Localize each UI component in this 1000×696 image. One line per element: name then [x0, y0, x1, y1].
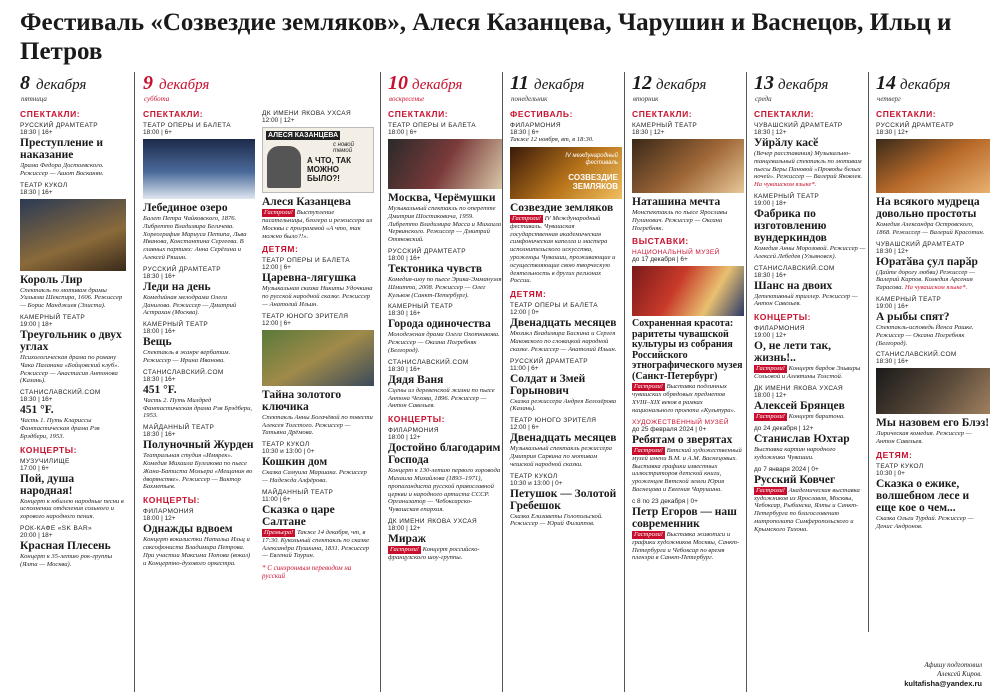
- section-heading: ДЕТЯМ:: [262, 244, 299, 255]
- event-title: Сказка о царе Салтане: [262, 503, 335, 528]
- day-weekday: вторник: [633, 95, 659, 103]
- credit-author: Алексей Киров.: [937, 670, 982, 678]
- section-heading: СПЕКТАКЛИ:: [876, 109, 937, 119]
- event-title: Мы назовем его Блэз!: [876, 417, 990, 430]
- event-description: Часть 2. Путь Милдред Фантастическая драма Рэя Брэдбери, 1953.: [143, 396, 253, 420]
- event-title: Города одиночества: [388, 318, 491, 331]
- section-heading: СПЕКТАКЛИ:: [632, 109, 693, 119]
- event-description: Комедия Александра Островского, 1868. Режиссер — Валерий Красотин.: [876, 221, 985, 236]
- event-description: Спектакль по мотивам драмы Уильяма Шекспира, 1606. Режиссер — Борис Манджиев (Элиста).: [20, 286, 123, 310]
- event-venue: МАЙДАННЫЙ ТЕАТР: [143, 424, 215, 432]
- day-month: декабря: [900, 77, 951, 93]
- event: [388, 427, 502, 514]
- poster-title: АЛЕСЯ КАЗАНЦЕВА: [268, 132, 339, 139]
- event-title: Двенадцать месяцев: [510, 432, 617, 445]
- event-time: 18:00 | 6+: [143, 129, 172, 136]
- event-title: Москва, Черёмушки: [388, 192, 496, 204]
- event-description: Концерт бардов Эльвиры Сольовой и Алевтины Толстой.: [754, 365, 861, 381]
- event: [388, 518, 502, 562]
- event: [262, 441, 374, 485]
- event-venue: РУССКИЙ ДРАМТЕАТР: [20, 122, 98, 129]
- swan-lake-photo: [143, 139, 255, 199]
- event-description: Концерт баритона.: [788, 412, 845, 420]
- event-time: 18:30 | 16+: [143, 431, 176, 439]
- event-title: Солдат и Змей Горынович: [510, 372, 586, 397]
- event-time: 11:00 | 6+: [510, 364, 539, 372]
- event-title: Наташина мечта: [632, 196, 721, 208]
- tour-tag: Гастроли!: [512, 214, 541, 222]
- event-title: Тайна золотого ключика: [262, 388, 342, 413]
- event-venue: МУЗУЧИЛИЩЕ: [20, 457, 70, 465]
- event-title: Треугольник о двух углах: [20, 328, 122, 353]
- section-heading: ДЕТЯМ:: [510, 289, 547, 300]
- event-venue: КАМЕРНЫЙ ТЕАТР: [754, 192, 820, 200]
- event-time: 18:00 | 12+: [754, 391, 787, 399]
- event-venue: КАМЕРНЫЙ ТЕАТР: [876, 295, 942, 303]
- day-column-9b: [262, 72, 374, 692]
- event-time: 18:30 | 6+: [510, 129, 539, 136]
- event: [143, 424, 255, 491]
- event-description: Монспектакль по пьесе Ярославы Пулинович. Режиссер — Оксана Погребняк.: [632, 209, 728, 232]
- event-time: до 24 декабря | 12+: [754, 424, 814, 432]
- event-title: Полуночный Журден: [143, 439, 254, 452]
- event-title: Русский Ковчег: [754, 473, 836, 486]
- event-description: Музыкальный спектакль по оперетте Дмитрия Шостаковича, 1959. Либретто Владимира Масса и Михаила Червинского. Режиссер — Дмитрий Отяковский.: [388, 205, 502, 244]
- day-weekday: пятница: [21, 95, 47, 103]
- event: [20, 389, 126, 440]
- translation-note: * С синхронным переводом на русский: [262, 564, 352, 581]
- event-title: Алеся Казанцева: [262, 196, 351, 208]
- event-title: Уйрӑлу касӗ: [754, 137, 819, 149]
- event-title: Пой, душа народная!: [20, 472, 75, 497]
- event-venue: ТЕАТР ОПЕРЫ И БАЛЕТА: [510, 302, 598, 310]
- event: [510, 417, 622, 468]
- event-time: 18:30 | 12+: [632, 129, 665, 136]
- event: [388, 359, 502, 410]
- day-column-14: [868, 72, 990, 632]
- event-description: Концерт вокалистки Натальи Ильц и саксофониста Владимира Петрова. При участии Максима Попова (вокал) и Концертно-духового оркестра.: [143, 536, 251, 567]
- tour-tag: Гастроли!: [634, 383, 663, 391]
- event-venue: РУССКИЙ ДРАМТЕАТР: [388, 247, 466, 255]
- event-venue: РУССКИЙ ДРАМТЕАТР: [876, 122, 954, 129]
- tour-tag: Гастроли!: [634, 530, 663, 538]
- event-venue: РОК-КАФЕ «SK BAR»: [20, 524, 93, 532]
- event-description: Сцены из деревенской жизни по пьесе Антона Чехова, 1896. Режиссер — Антон Савельев.: [388, 386, 495, 410]
- event: [143, 321, 255, 365]
- event-time: 18:30 | 12+: [754, 129, 787, 136]
- event-time: 18:30 | 16+: [754, 271, 787, 279]
- day-number: 9: [143, 72, 153, 94]
- event-description: Концерт к юбилею народные песни в исполнении отделения сольного и хорового народного пения.: [20, 497, 124, 521]
- page-title: Фестиваль «Созвездие земляков», Алеся Казанцева, Чарушин и Васнецов, Ильц и Петров: [20, 9, 952, 65]
- event-title: Ребятам о зверятах: [632, 433, 733, 446]
- event-time: 11:00 | 6+: [262, 495, 291, 503]
- event: [754, 466, 866, 534]
- poster-line: фестиваль: [585, 159, 618, 166]
- event: [876, 296, 990, 347]
- day-number: 8: [20, 72, 30, 94]
- day-column-11: [502, 72, 622, 692]
- event-description: Музыкальная сказка Никиты Удочкина по русской народной сказке. Режиссер — Анатолий Ильин.: [262, 285, 373, 308]
- day-column-12: [624, 72, 744, 692]
- section-heading: КОНЦЕРТЫ:: [143, 495, 201, 506]
- day-weekday: среда: [755, 95, 772, 103]
- event-title: А рыбы спят?: [876, 310, 950, 323]
- day-number: 12: [632, 72, 652, 94]
- event-time: 12:00 | 6+: [262, 264, 291, 272]
- credits: [904, 661, 982, 688]
- festival-poster: [510, 147, 622, 199]
- section-heading: ФЕСТИВАЛЬ:: [510, 109, 574, 119]
- event-venue: СТАНИСЛАВСКИЙ.COM: [876, 351, 957, 359]
- section-heading: ВЫСТАВКИ:: [632, 236, 689, 247]
- event: [754, 425, 866, 462]
- event-description: Концерт к 130-летию первого хоровода Михаила Михайлова (1893–1971), пропагандиста русской православной церкви и народного артиста СССР. Организатор — Чебоксарско-Чувашская епархия.: [388, 467, 501, 514]
- event-time: 18:30 | 16+: [143, 375, 176, 383]
- section-heading: КОНЦЕРТЫ:: [388, 414, 446, 425]
- event-time: 19:00 | 12+: [754, 332, 787, 340]
- event-time: 12:00 | 0+: [510, 309, 539, 317]
- event: [876, 122, 990, 237]
- event-time: 18:30 | 16+: [20, 129, 53, 136]
- day-column-13: [746, 72, 866, 692]
- event: [262, 313, 374, 437]
- event-description: (Дайте дорогу любви) Режиссер — Валерий Карпов. Комедия Арсения Тарасова.: [876, 268, 975, 292]
- event-venue: СТАНИСЛАВСКИЙ.COM: [143, 368, 224, 376]
- event-description: Мюзикл Владимира Баскина и Сергея Маковского по словацкой народной сказке. Режиссер — Анатолий Ильин.: [510, 330, 617, 353]
- event-time: до 17 декабря | 6+: [632, 256, 688, 264]
- language-note: На чувашском языке*.: [904, 284, 968, 292]
- language-note: На чувашском языке*.: [754, 181, 817, 189]
- event: [632, 419, 744, 494]
- event-title: Вещь: [143, 336, 172, 349]
- event-venue: ДК ИМЕНИ ЯКОВА УХСАЯ: [388, 517, 478, 525]
- event-venue: КАМЕРНЫЙ ТЕАТР: [143, 321, 209, 329]
- event-venue: КАМЕРНЫЙ ТЕАТР: [20, 313, 86, 321]
- event-description: Сказка Ольги Турдай. Режиссер — Денис Андронов.: [876, 514, 974, 530]
- section-heading: ДЕТЯМ:: [876, 449, 913, 460]
- event: [876, 351, 990, 446]
- event-title: Фабрика по изготовлению вундеркиндов: [754, 207, 827, 244]
- event-title: Сказка о ежике, волшебном лесе и еще кое о чем...: [876, 477, 970, 514]
- event: [20, 525, 126, 569]
- event-title: Дядя Ваня: [388, 373, 444, 386]
- event-description: Психологическая драма по роману Чака Паланика «Бойцовский клуб». Режиссер — Анастасия Антонова (Казань).: [20, 353, 120, 385]
- event-venue: НАЦИОНАЛЬНЫЙ МУЗЕЙ: [632, 249, 720, 257]
- event-description: Комедия-шоу по пьесе Эрика-Эммануэля Шмитта, 2008. Режиссер — Олег Кульков (Санкт-Петербург).: [388, 275, 502, 299]
- museum-textile-photo: [632, 266, 744, 316]
- day-weekday: суббота: [144, 95, 170, 103]
- poster-subtitle: с новой темой: [333, 142, 354, 154]
- natasha-dream-photo: [632, 139, 744, 193]
- event-venue: РУССКИЙ ДРАМТЕАТР: [143, 265, 221, 273]
- poster-title: СОЗВЕЗДИЕ ЗЕМЛЯКОВ: [568, 172, 618, 191]
- event-time: 18:30 | 16+: [20, 396, 53, 404]
- event: [510, 122, 622, 285]
- event-title: Станислав Юхтар: [754, 432, 850, 445]
- event-venue: ФИЛАРМОНИЯ: [510, 122, 562, 129]
- event-description: Комедия Анны Морозовой. Режиссер — Алексей Лебедев (Ульяновск).: [754, 244, 866, 260]
- event-title: Петр Егоров — наш современник: [632, 505, 737, 530]
- event-description: Спектакль в жанре вербатим. Режиссер — Ирина Иванова.: [143, 349, 231, 364]
- event-description: Выставка живописи и графики художников Москвы, Санкт-Петербурга и Чебоксар по время пленэра в Санкт-Петербург.: [632, 530, 740, 562]
- event-venue: ТЕАТР КУКОЛ: [262, 441, 310, 449]
- event-venue: ХУДОЖЕСТВЕННЫЙ МУЗЕЙ: [632, 418, 729, 426]
- tour-tag: Гастроли!: [390, 545, 419, 553]
- blaise-photo: [876, 368, 990, 414]
- event-time: 19:00 | 18+: [20, 320, 53, 328]
- event-title: Леди на день: [143, 280, 211, 293]
- event-description: Академическая выставка художников из Ярославля, Москвы, Чебоксар, Рыбинска, Ялты и Санкт-Петербурга по благословению митрополита Симферопольского и Крымского Тихона.: [754, 486, 860, 533]
- event-time: 19:00 | 18+: [754, 199, 787, 207]
- event-title: На всякого мудреца довольно простоты: [876, 196, 980, 220]
- event-venue: ЧУВАШСКИЙ ДРАМТЕАТР: [876, 240, 965, 248]
- event-description: Концерт российско-французского шоу-группы.: [388, 545, 480, 561]
- day-column-10: [380, 72, 502, 692]
- event-description: Лирическая комедия. Режиссер — Антон Савельев.: [876, 430, 972, 446]
- day-month: декабря: [412, 77, 463, 93]
- event: [143, 508, 255, 567]
- event-venue: ДК ИМЕНИ ЯКОВА УХСАЯ: [754, 384, 844, 392]
- event-time: 18:30 | 12+: [876, 247, 909, 255]
- event-description: Комедийная мелодрама Олега Данилова. Режиссер — Дмитрий Астрахан (Москва).: [143, 293, 237, 317]
- kazantseva-poster: [262, 127, 374, 193]
- event: [20, 122, 126, 178]
- event: [876, 463, 990, 531]
- section-heading: СПЕКТАКЛИ:: [20, 109, 81, 119]
- event-description: Балет Петра Чайковского, 1876. Либретто Владимира Бегичева. Хореография Мариуса Петипа, Льва Иванова, Константина Сергеева. В главных партиях: Анна Серёгина и Алексей Ряшин.: [143, 215, 247, 261]
- event-time: 18:30 | 16+: [20, 188, 53, 196]
- event-time: 19:00 | 16+: [876, 302, 909, 310]
- event-description: Выставка подлинных чувашских обрядовых предметов XVIII–XIX веков в рамках национального проекта «Культура».: [632, 383, 736, 414]
- event-description: Выставка картин народного художника Чувашии.: [754, 445, 836, 461]
- event-description: Спектакль-исповедь Йенса Рашке. Режиссер — Оксана Погребняк (Белгород).: [876, 323, 974, 347]
- event-venue: СТАНИСЛАВСКИЙ.COM: [20, 389, 101, 397]
- event: [262, 489, 374, 560]
- event-venue: ФИЛАРМОНИЯ: [754, 325, 806, 333]
- cheryomushki-photo: [388, 139, 502, 189]
- event-description: Молодежная драма Олега Охотникова. Режиссер — Оксана Погребняк (Белгород).: [388, 331, 500, 354]
- event-title: Красная Плесень: [20, 539, 111, 552]
- event: [262, 257, 374, 308]
- event-description: Сказка Самуила Маршака. Режиссер — Надежда Алфёрова.: [262, 469, 367, 484]
- event: [388, 303, 502, 354]
- event-description: Драма Федора Достоевского. Режиссер — Ашот Восканян.: [20, 162, 104, 177]
- event-description: Детективный триллер. Режиссер — Антон Савельев.: [754, 292, 858, 308]
- event-time: 18:00 | 12+: [143, 515, 176, 523]
- event-venue: ТЕАТР ОПЕРЫ И БАЛЕТА: [143, 122, 231, 129]
- event: [754, 325, 866, 381]
- event-venue: ДК ИМЕНИ ЯКОВА УХСАЯ: [262, 110, 352, 117]
- event-title: Лебединое озеро: [143, 202, 228, 214]
- tour-tag: Гастроли!: [634, 446, 663, 454]
- event: [143, 266, 255, 317]
- event-title: Мираж: [388, 532, 426, 545]
- credit-email: kultafisha@yandex.ru: [904, 679, 982, 688]
- day-weekday: четверг: [877, 95, 901, 103]
- event-description: Музыкальный спектакль режиссера Дмитрия Сарвина по мотивам чешской народной сказки.: [510, 445, 612, 468]
- event-venue: МАЙДАННЫЙ ТЕАТР: [262, 488, 334, 496]
- tour-tag: Гастроли!: [756, 365, 785, 373]
- event-note: Также 12 ноября, вт, в 18:30.: [510, 136, 594, 143]
- event-title: Однажды вдвоем: [143, 523, 233, 536]
- event-description: Часть 1. Путь Клариссы Фантастическая драма Рэя Брэдбери, 1953.: [20, 417, 100, 440]
- event-time: 10:30 и 13:00 | 0+: [262, 448, 315, 456]
- day-weekday: понедельник: [511, 95, 548, 103]
- event-title: 451 °F.: [20, 404, 54, 417]
- event: [143, 122, 255, 262]
- event-title: Царевна-лягушка: [262, 272, 357, 285]
- event-venue: ЧУВАШСКИЙ ДРАМТЕАТР: [754, 122, 843, 129]
- event-description: Спектакль Анны Богачёвой по повести Алексея Толстого. Режиссер — Татьяна Дрёмова.: [262, 413, 373, 437]
- section-heading: СПЕКТАКЛИ:: [143, 109, 204, 119]
- event: [262, 110, 374, 240]
- event: [20, 458, 126, 521]
- event-title: Шанс на двоих: [754, 279, 833, 292]
- event: [510, 358, 622, 414]
- event-time: с 8 по 23 декабря | 0+: [632, 497, 698, 505]
- event-time: 18:30 | 16+: [388, 365, 421, 373]
- event-title: Преступление и наказание: [20, 137, 103, 161]
- king-lear-photo: [20, 199, 126, 271]
- event: [876, 241, 990, 292]
- section-heading: КОНЦЕРТЫ:: [754, 312, 812, 323]
- poster-line: IV международный: [565, 152, 618, 159]
- section-heading: СПЕКТАКЛИ:: [388, 109, 449, 119]
- section-heading: КОНЦЕРТЫ:: [20, 444, 78, 455]
- event-title: О, не лети так, жизнь!..: [754, 340, 832, 365]
- event-time: 12:00 | 6+: [510, 424, 539, 432]
- portrait-shape: [267, 146, 301, 188]
- event-description: Также 14 декабря, чт, в 17:30. Кукольный спектакль по сказке Александра Пушкина, 1831. Режиссер — Евгений Таурин.: [262, 528, 370, 560]
- event-venue: КАМЕРНЫЙ ТЕАТР: [388, 303, 454, 311]
- event-venue: ТЕАТР КУКОЛ: [20, 181, 68, 189]
- event-description: Театральная студия «Имярек». Комедия Михаила Булгакова по пьесе Жана-Батиста Мольера «Мещанин во дворянстве». Режиссер — Виктор Бахметьев.: [143, 452, 253, 491]
- event: [632, 498, 744, 562]
- day-column-8: [20, 72, 126, 692]
- day-month: декабря: [656, 77, 707, 93]
- event-venue: РУССКИЙ ДРАМТЕАТР: [510, 357, 588, 365]
- event-title: Кошкин дом: [262, 456, 328, 469]
- event: [20, 182, 126, 310]
- event-venue: КАМЕРНЫЙ ТЕАТР: [632, 122, 698, 129]
- event: [632, 249, 744, 414]
- event-venue: ТЕАТР ОПЕРЫ И БАЛЕТА: [388, 122, 476, 129]
- event-time: 10:30 | 0+: [876, 469, 905, 477]
- event-time: 12:00 | 12+: [262, 117, 295, 124]
- event-title: Созвездие земляков: [510, 201, 614, 214]
- event-venue: ТЕАТР ЮНОГО ЗРИТЕЛЯ: [510, 417, 597, 425]
- event-description: Сказка Елизаветы Голопольской. Режиссер — Юрий Филиппов.: [510, 512, 603, 528]
- event-venue: ТЕАТР КУКОЛ: [510, 472, 558, 480]
- premiere-tag: Премьера!: [264, 528, 294, 536]
- event: [143, 369, 255, 420]
- tour-tag: Гастроли!: [756, 486, 785, 494]
- event-time: 17:00 | 6+: [20, 464, 49, 472]
- event-time: до 25 февраля 2024 | 0+: [632, 425, 707, 433]
- event-title: Сохраненная красота: раритеты чувашской культуры из собрания Российского этнографического музея (Санкт-Петербург): [632, 318, 743, 382]
- event-time: 18:00 | 16+: [388, 254, 421, 262]
- event-time: 18:30 | 16+: [876, 358, 909, 366]
- event: [510, 302, 622, 353]
- event-description: (Вечер расставания) Музыкально-танцевальный спектакль по мотивам пьесы Веры Пановой «Проводы белых ночей». Режиссер — Валерий Яковлев.: [754, 150, 863, 181]
- event: [754, 193, 866, 261]
- event-venue: ТЕАТР ОПЕРЫ И БАЛЕТА: [262, 257, 350, 265]
- event: [20, 314, 126, 385]
- wise-man-photo: [876, 139, 990, 193]
- event-title: Достойно благодарим Господа: [388, 442, 501, 467]
- event-venue: СТАНИСЛАВСКИЙ.COM: [754, 264, 835, 272]
- event: [754, 122, 866, 189]
- event-time: 10:30 и 13:00 | 0+: [510, 479, 563, 487]
- event-title: Тектоника чувств: [388, 262, 483, 275]
- event-title: Петушок — Золотой Гребешок: [510, 487, 617, 512]
- event-time: 18:30 | 16+: [143, 272, 176, 280]
- event-venue: ТЕАТР ЮНОГО ЗРИТЕЛЯ: [262, 312, 349, 320]
- event-time: 18:00 | 12+: [388, 524, 421, 532]
- event-venue: ФИЛАРМОНИЯ: [388, 427, 440, 435]
- day-number: 11: [510, 72, 529, 94]
- event-description: Вятский художественный музей имени В.М. и А.М. Васнецовых. Выставка графики известных иллюстраторов детской книги, уроженцев Вятской земли Юрия Васнецова и Евгения Чарушина.: [632, 446, 742, 493]
- event-venue: ТЕАТР КУКОЛ: [876, 462, 924, 470]
- tour-tag: Гастроли!: [756, 412, 785, 420]
- poster-question: А ЧТО, ТАК МОЖНО БЫЛО?!: [307, 156, 352, 183]
- event: [510, 473, 622, 529]
- event: [388, 122, 502, 244]
- day-month: декабря: [534, 77, 585, 93]
- day-month: декабря: [778, 77, 829, 93]
- event-time: 12:00 | 6+: [262, 319, 291, 327]
- day-number: 13: [754, 72, 774, 94]
- section-heading: СПЕКТАКЛИ:: [754, 109, 815, 119]
- event-venue: СТАНИСЛАВСКИЙ.COM: [388, 358, 469, 366]
- event-title: Алексей Брянцев: [754, 399, 845, 412]
- event-venue: ФИЛАРМОНИЯ: [143, 508, 195, 516]
- day-weekday: воскресенье: [389, 95, 425, 103]
- day-column-9a: [134, 72, 255, 692]
- event: [754, 265, 866, 309]
- event-description: Выступление писательницы, блогера и режиссера из Москвы с программой «А что, так можно было?!».: [262, 209, 373, 240]
- event: [388, 248, 502, 299]
- credit-line: Афишу подготовил: [924, 661, 982, 669]
- event-time: 20:00 | 18+: [20, 531, 53, 539]
- event-time: 18:00 | 16+: [143, 328, 176, 336]
- event-title: Юратӑва ҫул парӑр: [876, 255, 978, 268]
- event-description: Концерт к 35-летию рок-группы (Ялта — Москва).: [20, 552, 113, 568]
- event-title: 451 °F.: [143, 383, 177, 396]
- event-time: 18:00 | 6+: [388, 129, 417, 136]
- tour-tag: Гастроли!: [264, 209, 293, 216]
- event-title: Король Лир: [20, 273, 83, 286]
- event-time: 18:30 | 16+: [388, 310, 421, 318]
- event-description: IV Международный фестиваль. Чувашская государственная академическая симфоническая капелла и мастера исполнительского искусства, уроженцы Чувашии, проживающие и осуществляющие свою творческую деятельность в других регионах России.: [510, 214, 616, 285]
- event-time: до 7 января 2024 | 0+: [754, 465, 819, 473]
- day-number: 14: [876, 72, 896, 94]
- event: [632, 122, 744, 232]
- day-month: декабря: [159, 77, 210, 93]
- day-number: 10: [388, 72, 408, 94]
- day-month: декабря: [36, 77, 87, 93]
- event-time: 18:30 | 12+: [876, 129, 909, 136]
- event-title: Двенадцать месяцев: [510, 317, 617, 330]
- event: [754, 385, 866, 421]
- event-time: 18:00 | 12+: [388, 434, 421, 442]
- golden-key-photo: [262, 330, 374, 386]
- event-description: Сказка режиссера Андрея Белозёрова (Казань).: [510, 397, 617, 413]
